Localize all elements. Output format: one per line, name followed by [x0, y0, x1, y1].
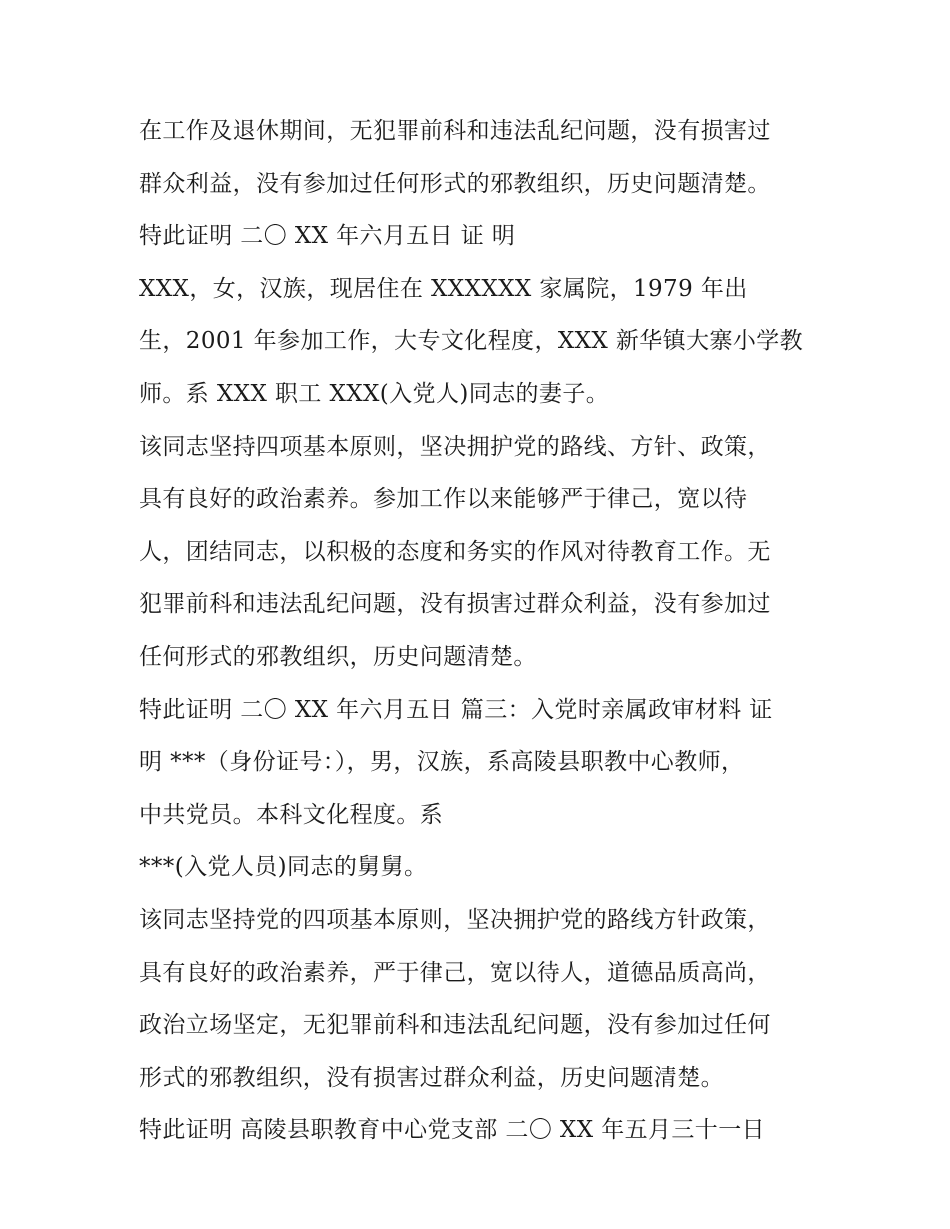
text-line: 生，2001 年参加工作，大专文化程度，XXX 新华镇大寨小学教	[139, 328, 804, 355]
text-line: 人，团结同志，以积极的态度和务实的作风对待教育工作。无	[139, 538, 771, 565]
text-line: 明 ***（身份证号：），男，汉族，系高陵县职教中心教师，	[139, 749, 745, 776]
text-line: XXX，女，汉族，现居住在 XXXXXX 家属院，1979 年出	[139, 275, 748, 302]
text-line: ***(入党人员)同志的舅舅。	[139, 854, 428, 881]
document-body	[139, 108, 829, 1160]
text-line: 具有良好的政治素养。参加工作以来能够严于律己，宽以待	[139, 486, 748, 513]
text-line: 形式的邪教组织，没有损害过群众利益，历史问题清楚。	[139, 1064, 724, 1091]
text-line: 该同志坚持党的四项基本原则，坚决拥护党的路线方针政策，	[139, 906, 771, 933]
text-line: 师。系 XXX 职工 XXX(入党人)同志的妻子。	[139, 380, 610, 407]
text-line: 具有良好的政治素养，严于律己，宽以待人，道德品质高尚，	[139, 959, 771, 986]
text-line: 政治立场坚定，无犯罪前科和违法乱纪问题，没有参加过任何	[139, 1012, 771, 1039]
text-line: 任何形式的邪教组织，历史问题清楚。	[139, 643, 537, 670]
text-line: 在工作及退休期间，无犯罪前科和违法乱纪问题，没有损害过	[139, 118, 771, 144]
text-line: 特此证明 二〇 XX 年六月五日 篇三：入党时亲属政审材料 证	[139, 696, 773, 723]
text-line: 特此证明 高陵县职教育中心党支部 二〇 XX 年五月三十一日	[139, 1117, 765, 1144]
text-line: 中共党员。本科文化程度。系	[139, 801, 444, 828]
text-line: 特此证明 二〇 XX 年六月五日 证 明	[139, 223, 516, 250]
text-line: 群众利益，没有参加过任何形式的邪教组织，历史问题清楚。	[139, 170, 771, 197]
text-line: 犯罪前科和违法乱纪问题，没有损害过群众利益，没有参加过	[139, 591, 771, 618]
text-line: 该同志坚持四项基本原则，坚决拥护党的路线、方针、政策，	[139, 433, 771, 460]
